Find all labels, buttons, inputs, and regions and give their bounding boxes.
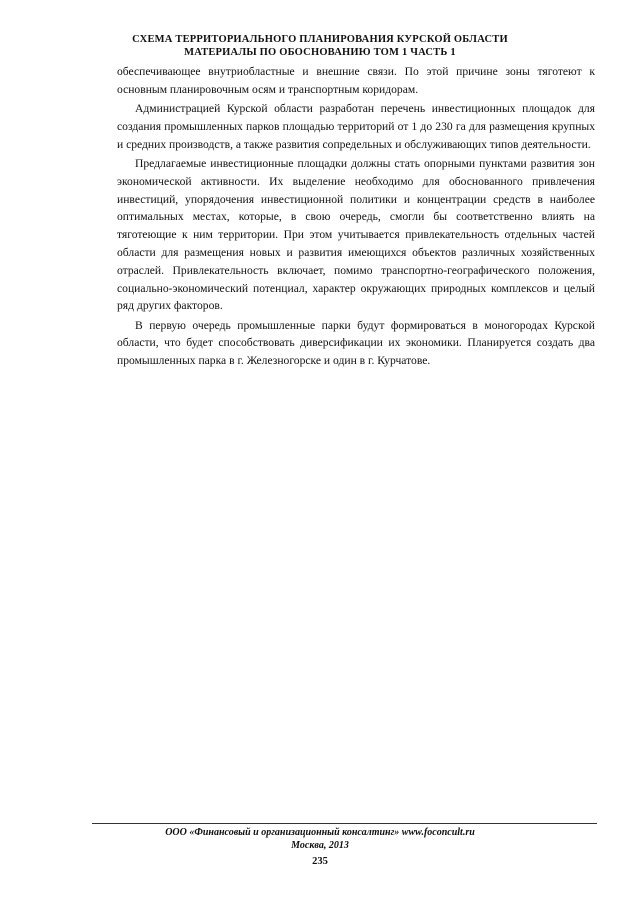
header-subtitle: МАТЕРИАЛЫ ПО ОБОСНОВАНИЮ ТОМ 1 ЧАСТЬ 1 [184,47,456,58]
footer-organization: ООО «Финансовый и организационный консалтинг» www.foconcult.ru [165,827,475,838]
paragraph-continuation: обеспечивающее внутриобластные и внешние связи. По этой причине зоны тяготеют к основным планировочным осям и транспортным коридорам. [117,65,595,96]
header-title: СХЕМА ТЕРРИТОРИАЛЬНОГО ПЛАНИРОВАНИЯ КУРСКОЙ ОБЛАСТИ [132,34,508,45]
paragraph-investment-sites: Администрацией Курской области разработан перечень инвестиционных площадок для создания промышленных парков площадью территорий от 1 до 230 га для размещения крупных и средних производств, а также развития сопредельных и обслуживающих типов деятельности. [117,102,595,151]
document-footer [0,826,640,852]
paragraph-industrial-parks: В первую очередь промышленные парки будут формироваться в моногородах Курской области, что будет способствовать диверсификации их экономики. Планируется создать два промышленных парка в г. Железногорске и один в г. Курчатове. [117,318,595,368]
footer-divider [92,823,597,824]
paragraph-economic-zones: Предлагаемые инвестиционные площадки должны стать опорными пунктами развития зон экономической активности. Их выделение необходимо для обоснованного привлечения инвестиций, упорядочения инвестиционной политики и концентрации средств в наиболее оптимальных местах, которые, в свою очередь, смогли бы соответственно влиять на тяготеющие к ним территории. При этом учитывается привлекательность отдельных частей области для размещения новых и развития имеющихся объектов различных хозяйственных отраслей. Привлекательность включает, помимо транспортно-географического положения, социально-экономический потенциал, характер окружающих природных комплексов и целый ряд других факторов. [117,156,595,313]
page-number: 235 [312,856,328,867]
document-header [0,33,640,59]
document-body [117,63,595,372]
footer-city-year: Москва, 2013 [291,840,349,851]
